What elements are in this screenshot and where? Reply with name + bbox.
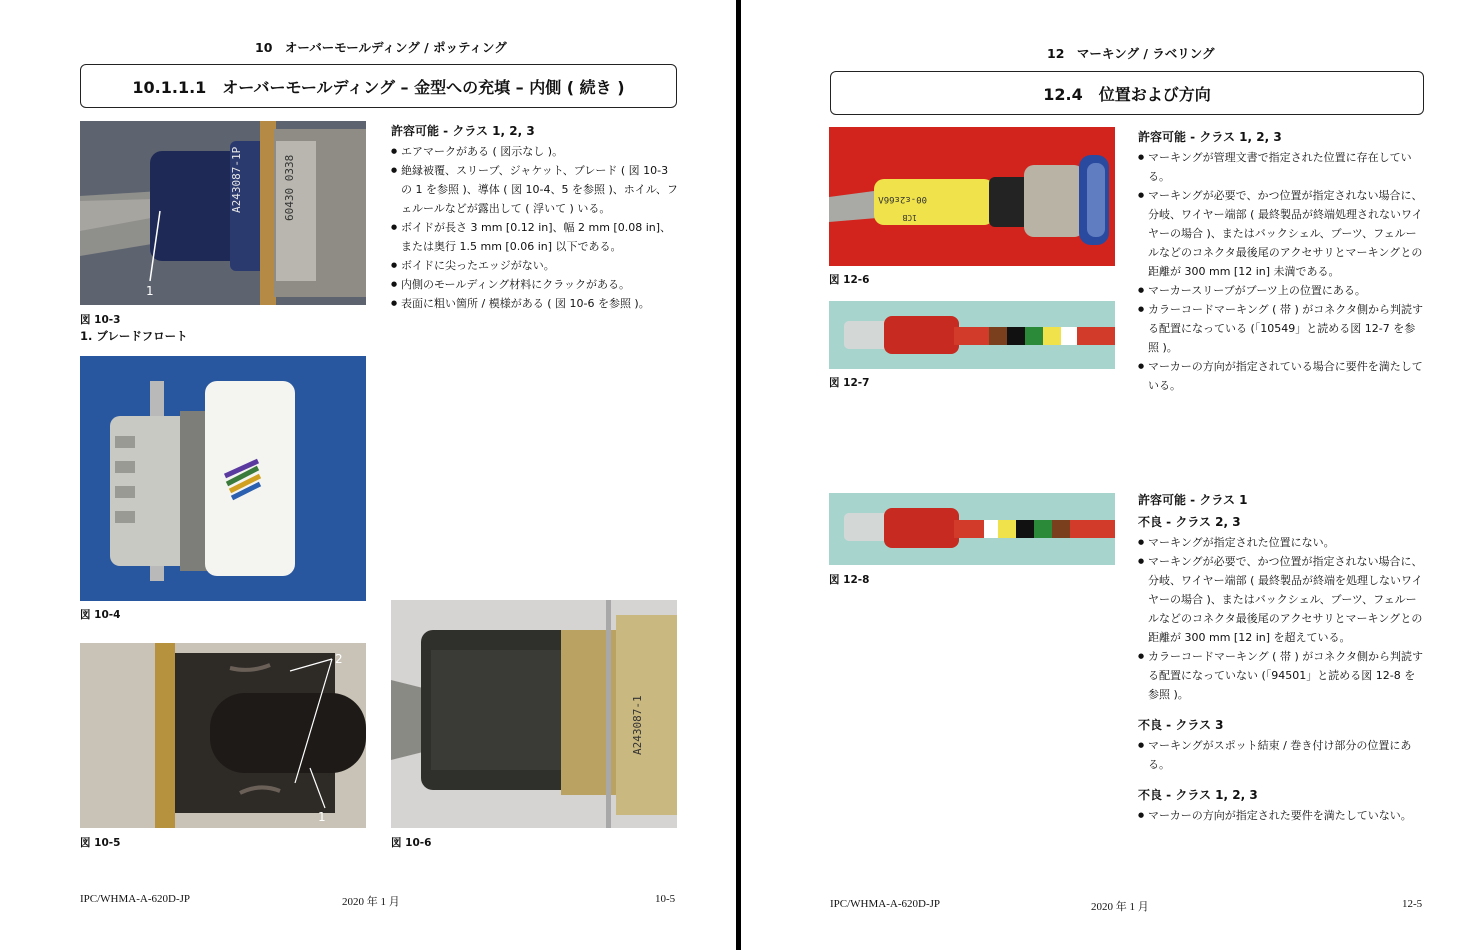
list-item: ● マーキングがスポット結束 / 巻き付け部分の位置にある。 <box>1138 736 1426 774</box>
figure-10-5-caption: 図 10-5 <box>80 837 121 849</box>
list-item: ● カラーコードマーキング ( 帯 ) がコネクタ側から判読する配置になっていない (「94501」と読める図 12-8 を参照 )。 <box>1138 647 1426 704</box>
section-title: 12.4 位置および方向 <box>1043 84 1211 104</box>
callout-1b: 1 <box>318 810 326 824</box>
footer-page-number: 10-5 <box>655 893 676 905</box>
section-title-box <box>830 71 1424 115</box>
footer-page-number: 12-5 <box>1402 898 1423 910</box>
defect-class23-heading: 不良 - クラス 2, 3 <box>1138 515 1241 529</box>
defect-list-3 <box>1138 806 1426 825</box>
figure-10-5-photo <box>80 643 366 828</box>
figure-12-6-photo <box>829 127 1115 266</box>
defect-list-1 <box>1138 533 1426 704</box>
left-page <box>0 0 736 950</box>
defect-list-2 <box>1138 736 1426 774</box>
figure-10-3-caption: 図 10-3 <box>80 314 121 326</box>
section-header: 10 オーバーモールディング / ポッティング <box>255 40 507 55</box>
callout-1: 1 <box>146 284 154 298</box>
figure-12-6-caption: 図 12-6 <box>829 274 870 286</box>
callout-2: 2 <box>335 652 343 666</box>
photo-marking-a: A243087-1P <box>230 146 243 213</box>
figure-10-6-photo <box>391 600 677 828</box>
figure-12-7-caption: 図 12-7 <box>829 377 870 389</box>
list-item: ● カラーコードマーキング ( 帯 ) がコネクタ側から判読する配置になっている (「10549」と読める図 12-7 を参照 )。 <box>1138 300 1426 357</box>
acceptable-class1-heading: 許容可能 - クラス 1 <box>1138 493 1248 507</box>
section-title-box <box>80 64 677 108</box>
figure-10-4-photo <box>80 356 366 601</box>
figure-10-3-subcaption: 1. ブレードフロート <box>80 329 188 343</box>
defect-class3-heading: 不良 - クラス 3 <box>1138 718 1224 732</box>
footer-doc: IPC/WHMA-A-620D-JP <box>80 893 190 905</box>
figure-12-7-photo <box>829 301 1115 369</box>
photo-marking-b: 60430 0338 <box>283 154 296 221</box>
list-item: ● 内側のモールディング材料にクラックがある。 <box>391 275 679 294</box>
list-item: ● マーキングが必要で、かつ位置が指定されない場合に、分岐、ワイヤー端部 ( 最終製品が終端処理されないワイヤーの場合 )、またはバックシェル、ブーツ、フェルールなどのコネクタ最後尾のアクセサリとマーキングとの距離が 300 mm [12 in] 未満である。 <box>1138 186 1426 281</box>
list-item: ● マーカーの方向が指定されている場合に要件を満たしている。 <box>1138 357 1426 395</box>
acceptable-list <box>1138 148 1426 395</box>
section-title: 10.1.1.1 オーバーモールディング – 金型への充填 – 内側 ( 続き ) <box>132 77 625 97</box>
list-item: ● エアマークがある ( 図示なし )。 <box>391 142 679 161</box>
list-item: ● 表面に粗い箇所 / 模様がある ( 図 10-6 を参照 )。 <box>391 294 679 313</box>
defect-class123-heading: 不良 - クラス 1, 2, 3 <box>1138 788 1258 802</box>
section-header: 12 マーキング / ラベリング <box>1047 46 1215 61</box>
figure-12-8-caption: 図 12-8 <box>829 574 870 586</box>
list-item: ● 絶縁被覆、スリーブ、ジャケット、ブレード ( 図 10-3 の 1 を参照 )、導体 ( 図 10-4、5 を参照 )、ホイル、フェルールなどが露出して ( 浮いて ) いる。 <box>391 161 679 218</box>
label-text-b: 1CB <box>902 213 917 222</box>
acceptable-criteria <box>391 120 679 313</box>
figure-10-6-caption: 図 10-6 <box>391 837 432 849</box>
footer-date: 2020 年 1 月 <box>1091 901 1149 913</box>
photo-marking-c: A243087-1 <box>631 695 644 755</box>
right-page <box>741 0 1474 950</box>
list-item: ● マーキングが必要で、かつ位置が指定されない場合に、分岐、ワイヤー端部 ( 最終製品が終端を処理しないワイヤーの場合 )、またはバックシェル、ブーツ、フェルールなどのコネクタ最後尾のアクセサリとマーキングとの距離が 300 mm [12 in] を超えている。 <box>1138 552 1426 647</box>
acceptable-heading: 許容可能 - クラス 1, 2, 3 <box>1138 130 1282 144</box>
label-text-a: 00-ε2ε66Λ <box>878 194 927 204</box>
acceptable-criteria <box>1138 126 1426 395</box>
list-item: ● ボイドに尖ったエッジがない。 <box>391 256 679 275</box>
footer-doc: IPC/WHMA-A-620D-JP <box>830 898 940 910</box>
acceptable-list <box>391 142 679 313</box>
list-item: ● マーカースリーブがブーツ上の位置にある。 <box>1138 281 1426 300</box>
list-item: ● マーカーの方向が指定された要件を満たしていない。 <box>1138 806 1426 825</box>
figure-10-4-caption: 図 10-4 <box>80 609 121 621</box>
figure-12-8-photo <box>829 493 1115 565</box>
figure-10-3-photo <box>80 121 366 305</box>
list-item: ● マーキングが管理文書で指定された位置に存在している。 <box>1138 148 1426 186</box>
footer-date: 2020 年 1 月 <box>342 896 400 908</box>
list-item: ● マーキングが指定された位置にない。 <box>1138 533 1426 552</box>
acceptable-heading: 許容可能 - クラス 1, 2, 3 <box>391 124 535 138</box>
list-item: ● ボイドが長さ 3 mm [0.12 in]、幅 2 mm [0.08 in]、または奥行 1.5 mm [0.06 in] 以下である。 <box>391 218 679 256</box>
defect-criteria <box>1138 489 1426 825</box>
